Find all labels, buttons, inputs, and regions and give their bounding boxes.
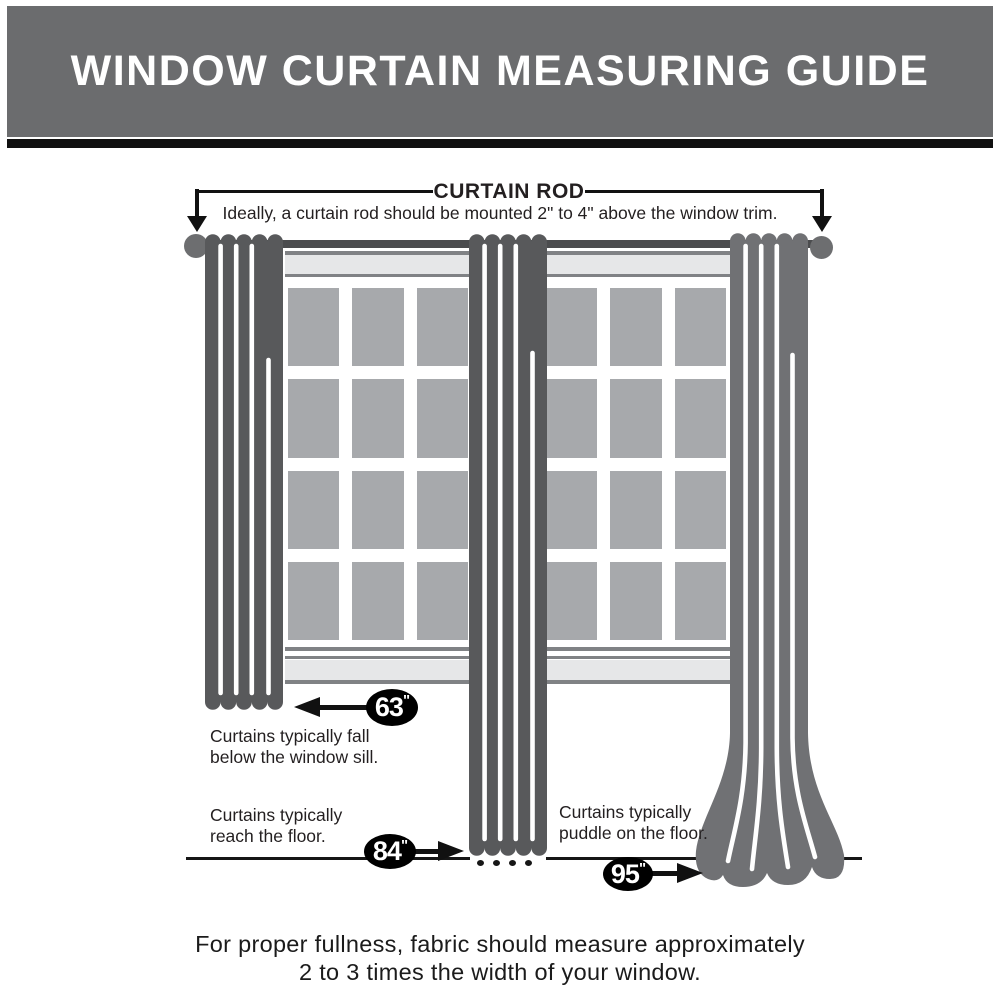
arrow-left-icon	[294, 697, 320, 717]
window-pane	[546, 562, 597, 640]
floor-dot	[509, 860, 516, 866]
note-line: below the window sill.	[210, 747, 379, 767]
note-below-sill	[210, 726, 378, 768]
measure-arrow-95	[651, 871, 679, 876]
window-pane	[610, 562, 661, 640]
window-pane	[417, 562, 468, 640]
curtain-body	[696, 233, 844, 887]
arrow-right-icon	[438, 841, 464, 861]
inch-mark: "	[400, 837, 408, 854]
window-pane	[417, 471, 468, 549]
window-pane	[352, 562, 403, 640]
curtain-63-inch	[205, 233, 283, 711]
header-underline	[7, 139, 993, 148]
window-pane	[352, 288, 403, 366]
curtain-rod-caption: Ideally, a curtain rod should be mounted 2" to 4" above the window trim.	[222, 203, 778, 223]
badge-value: 95	[610, 858, 639, 889]
window-panes-left	[288, 288, 468, 640]
window-pane	[288, 471, 339, 549]
floor-dot	[493, 860, 500, 866]
length-badge-84	[364, 834, 416, 869]
note-line: Curtains typically	[210, 805, 343, 825]
window-pane	[610, 379, 661, 457]
floor-dot	[477, 860, 484, 866]
window-pane	[417, 379, 468, 457]
note-puddle-floor	[559, 802, 708, 844]
length-badge-95	[603, 857, 653, 891]
curtain-rod-label: CURTAIN ROD	[433, 180, 585, 203]
callout-bracket-line-right	[585, 190, 823, 193]
window-pane	[610, 288, 661, 366]
note-line: puddle on the floor.	[559, 823, 708, 843]
arrow-right-icon	[677, 863, 703, 883]
inch-mark: "	[402, 692, 410, 709]
caption-line: For proper fullness, fabric should measure approximately	[195, 931, 805, 957]
note-reach-floor	[210, 805, 342, 847]
measure-arrow-63	[318, 705, 368, 710]
window-pane	[288, 379, 339, 457]
callout-bracket-line-left	[197, 190, 433, 193]
fullness-caption	[0, 930, 1000, 986]
window-pane	[546, 379, 597, 457]
badge-value: 84	[372, 836, 401, 866]
window-pane	[417, 288, 468, 366]
note-line: Curtains typically	[559, 802, 692, 822]
inch-mark: "	[638, 860, 646, 877]
note-line: reach the floor.	[210, 826, 326, 846]
measure-arrow-84	[414, 849, 440, 854]
length-badge-63	[366, 689, 418, 726]
window-pane	[288, 288, 339, 366]
curtain-body	[205, 234, 283, 710]
window-pane	[610, 471, 661, 549]
caption-line: 2 to 3 times the width of your window.	[299, 959, 701, 985]
window-pane	[546, 471, 597, 549]
window-pane	[352, 471, 403, 549]
window-pane	[288, 562, 339, 640]
note-line: Curtains typically fall	[210, 726, 370, 746]
window-pane	[546, 288, 597, 366]
curtain-84-inch	[469, 233, 547, 857]
header-banner	[7, 6, 993, 137]
page-title: WINDOW CURTAIN MEASURING GUIDE	[70, 47, 930, 95]
window-pane	[352, 379, 403, 457]
floor-dot	[525, 860, 532, 866]
curtain-body	[469, 234, 547, 856]
badge-value: 63	[374, 692, 403, 722]
floor-line	[186, 857, 470, 860]
curtain-95-inch	[692, 233, 848, 893]
